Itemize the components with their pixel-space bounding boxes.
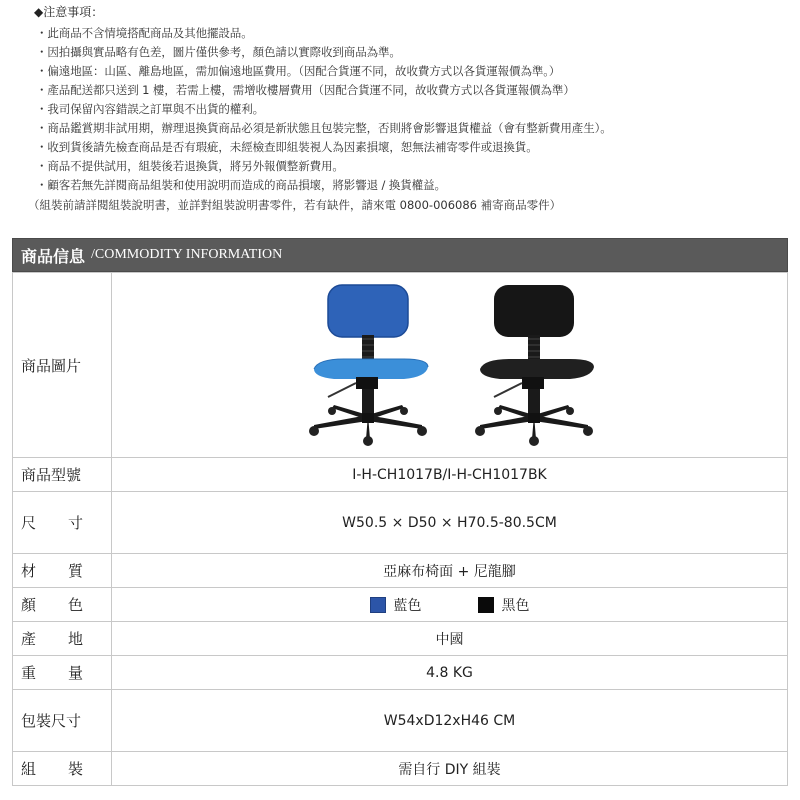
value-weight: 4.8 KG xyxy=(112,656,788,690)
label-char: 產 xyxy=(21,630,37,648)
label-char: 裝 xyxy=(67,760,83,778)
label-char: 量 xyxy=(67,664,83,682)
value-model: I-H-CH1017B/I-H-CH1017BK xyxy=(112,458,788,492)
value-color xyxy=(112,588,788,622)
notice-line: ・因拍攝與實品略有色差，圖片僅供參考，顏色請以實際收到商品為準。 xyxy=(36,45,401,59)
info-header-title: 商品信息 xyxy=(21,246,86,266)
label-image: 商品圖片 xyxy=(13,273,112,458)
label-origin xyxy=(13,622,112,656)
notice-title: ◆注意事項： xyxy=(34,5,104,19)
label-char: 材 xyxy=(21,562,37,580)
value-package: W54xD12xH46 CM xyxy=(112,690,788,752)
notice-line: ・此商品不含情境搭配商品及其他擺設品。 xyxy=(36,26,253,40)
label-weight xyxy=(13,656,112,690)
label-char: 尺 xyxy=(21,514,37,532)
notice-footer: （組裝前請詳閱組裝說明書，並詳對組裝說明書零件，若有缺件，請來電 0800-006086 補寄商品零件） xyxy=(28,198,562,212)
color-option-blue xyxy=(370,595,422,615)
label-char: 重 xyxy=(21,664,37,682)
row-size xyxy=(13,492,788,554)
row-image xyxy=(13,273,788,458)
commodity-info xyxy=(12,238,788,786)
notice-line: ・收到貨後請先檢查商品是否有瑕疵，未經檢查即組裝視人為因素損壞，恕無法補寄零件或退換貨。 xyxy=(36,140,538,154)
row-package xyxy=(13,690,788,752)
label-assembly xyxy=(13,752,112,786)
row-material xyxy=(13,554,788,588)
color-name-black: 黑色 xyxy=(501,597,530,614)
info-header-subtitle: /COMMODITY INFORMATION xyxy=(91,247,283,262)
value-material: 亞麻布椅面 + 尼龍腳 xyxy=(112,554,788,588)
notice-line: ・我司保留內容錯誤之訂單與不出貨的權利。 xyxy=(36,102,264,116)
label-char: 質 xyxy=(67,562,83,580)
label-model: 商品型號 xyxy=(13,458,112,492)
value-assembly: 需自行 DIY 組裝 xyxy=(112,752,788,786)
label-color xyxy=(13,588,112,622)
color-swatch-blue xyxy=(370,597,386,613)
notice-line: ・產品配送都只送到 1 樓，若需上樓，需增收樓層費用（因配合貨運不同，故收費方式以各貨運報價為準） xyxy=(36,83,575,97)
notice-line: ・商品不提供試用，組裝後若退換貨，將另外報價整新費用。 xyxy=(36,159,344,173)
label-material xyxy=(13,554,112,588)
value-size: W50.5 × D50 × H70.5-80.5CM xyxy=(112,492,788,554)
row-color xyxy=(13,588,788,622)
info-header xyxy=(12,238,788,272)
label-package: 包裝尺寸 xyxy=(13,690,112,752)
label-char: 組 xyxy=(21,760,37,778)
label-char: 顏 xyxy=(21,596,37,614)
spec-table xyxy=(12,272,788,786)
label-size xyxy=(13,492,112,554)
chair-image-blue xyxy=(304,273,444,457)
notice-line: ・商品鑑賞期非試用期，辦理退換貨商品必須是新狀態且包裝完整，否則將會影響退貨權益（會有整新費用產生）。 xyxy=(36,121,612,135)
notice-line: ・顧客若無先詳閱商品組裝和使用說明而造成的商品損壞，將影響退 / 換貨權益。 xyxy=(36,178,446,192)
color-swatch-black xyxy=(478,597,494,613)
value-origin: 中國 xyxy=(112,622,788,656)
label-char: 寸 xyxy=(67,514,83,532)
row-weight xyxy=(13,656,788,690)
chair-images xyxy=(112,273,787,457)
row-assembly xyxy=(13,752,788,786)
label-char: 地 xyxy=(67,630,83,648)
row-model xyxy=(13,458,788,492)
color-name-blue: 藍色 xyxy=(393,597,422,614)
notice-line: ・偏遠地區：山區、離島地區，需加偏遠地區費用。（因配合貨運不同，故收費方式以各貨運報價為準。） xyxy=(36,64,561,78)
chair-image-black xyxy=(470,273,610,457)
product-images xyxy=(112,273,788,458)
color-option-black xyxy=(478,595,530,615)
label-char: 色 xyxy=(67,596,83,614)
row-origin xyxy=(13,622,788,656)
